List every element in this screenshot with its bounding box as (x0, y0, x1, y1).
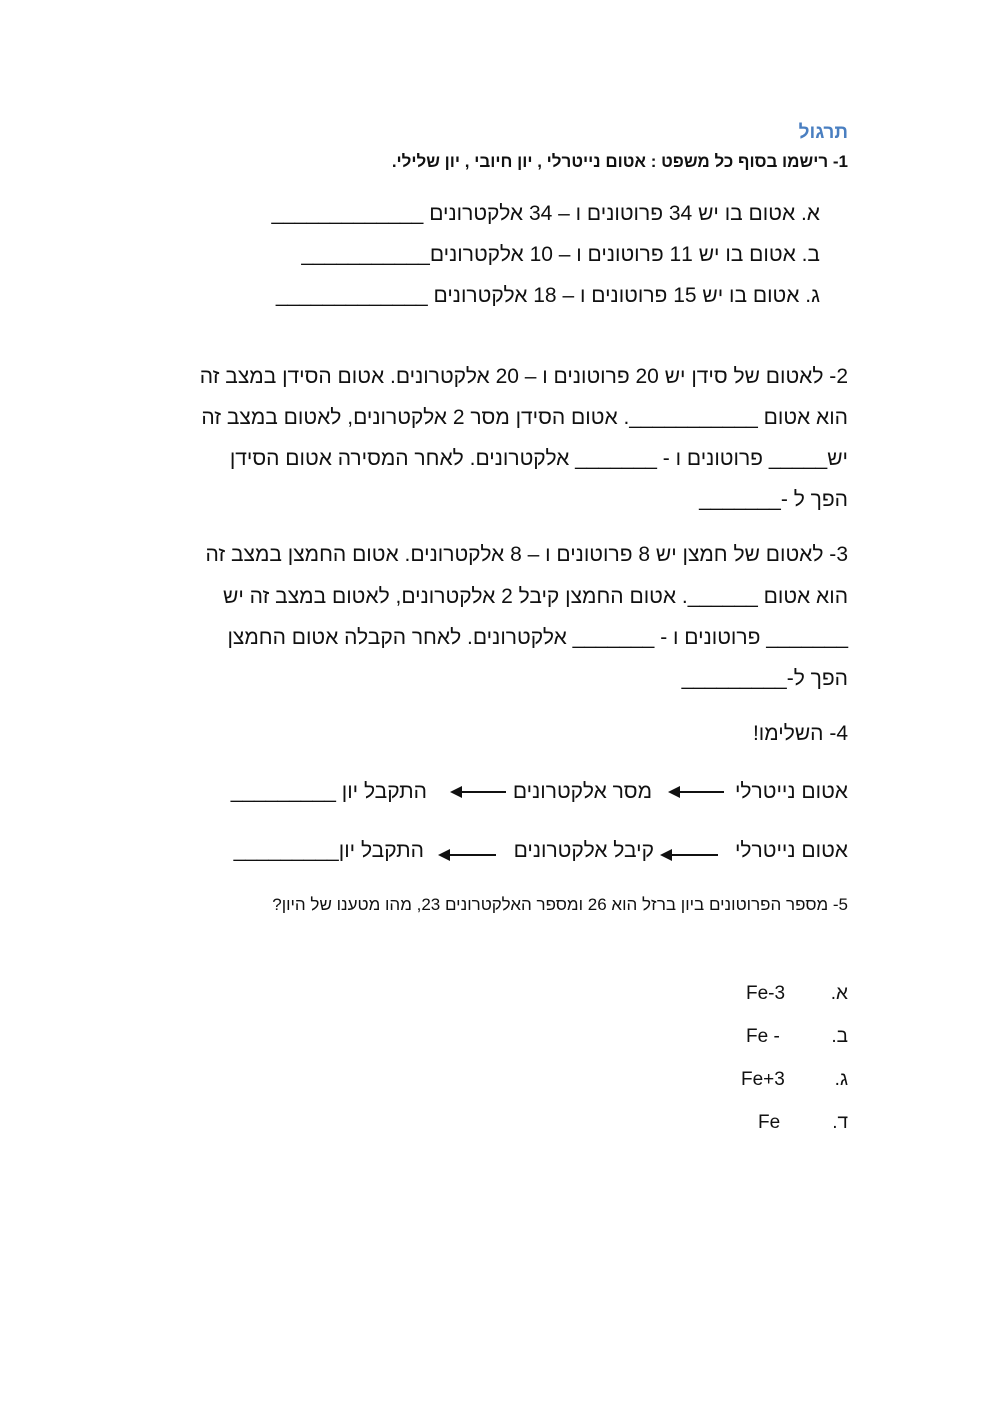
question-1-item-b: ב. אטום בו יש 11 פרוטונים ו – 10 אלקטרונים___________ (301, 243, 820, 266)
worksheet-title: תרגול (798, 122, 848, 143)
option-b-letter: ב. (831, 1026, 848, 1047)
row-end-label: התקבל יון _________ (230, 780, 427, 803)
question-2-line-3: יש_____ פרוטונים ו - _______ אלקטרונים. לאחר המסירה אטום הסידן (229, 447, 848, 470)
question-4-heading: 4- השלימו! (752, 722, 848, 745)
option-d-letter: ד. (832, 1112, 848, 1133)
row-start-label: אטום נייטרלי (734, 780, 848, 803)
left-arrow-icon (670, 791, 724, 793)
option-a-letter: א. (830, 983, 848, 1004)
question-3-line-2: הוא אטום ______. אטום החמצן קיבל 2 אלקטרונים, לאטום במצב זה יש (223, 585, 848, 608)
question-1-heading: 1- רישמו בסוף כל משפט : אטום נייטרלי , יון חיובי , יון שלילי. (391, 152, 848, 171)
option-c-value: Fe+3 (741, 1069, 785, 1090)
row-middle-label: מסר אלקטרונים (512, 780, 652, 803)
question-3-line-1: 3- לאטום של חמצן יש 8 פרוטונים ו – 8 אלקטרונים. אטום החמצן במצב זה (205, 543, 848, 566)
question-2-line-1: 2- לאטום של סידן יש 20 פרוטונים ו – 20 אלקטרונים. אטום הסידן במצב זה (199, 365, 848, 388)
question-5-text: 5- מספר הפרוטונים ביון ברזל הוא 26 ומספר האלקטרונים 23, מהו מטענו של היון? (272, 895, 848, 914)
option-d-value: Fe (758, 1112, 781, 1133)
question-3-line-4: הפך ל-_________ (681, 667, 848, 690)
question-2-line-2: הוא אטום ___________. אטום הסידן מסר 2 אלקטרונים, לאטום במצב זה (201, 406, 848, 429)
question-4-row-2 (0, 839, 1000, 867)
question-3-line-3: _______ פרוטונים ו - _______ אלקטרונים. לאחר הקבלה אטום החמצן (227, 626, 848, 649)
option-c-letter: ג. (834, 1069, 848, 1090)
left-arrow-icon (662, 854, 718, 856)
left-arrow-icon (440, 854, 496, 856)
question-2-line-4: הפך ל -_______ (699, 488, 848, 511)
question-4-row-1 (0, 780, 1000, 808)
left-arrow-icon (452, 791, 506, 793)
row-start-label: אטום נייטרלי (734, 839, 848, 862)
question-1-item-a: א. אטום בו יש 34 פרוטונים ו – 34 אלקטרונים _____________ (271, 202, 820, 225)
row-middle-label: קיבל אלקטרונים (513, 839, 654, 862)
question-1-item-c: ג. אטום בו יש 15 פרוטונים ו – 18 אלקטרונים _____________ (275, 284, 820, 307)
option-a-value: Fe-3 (746, 983, 786, 1004)
option-b-value: Fe - (746, 1026, 780, 1047)
row-end-label: התקבל יון_________ (233, 839, 424, 862)
